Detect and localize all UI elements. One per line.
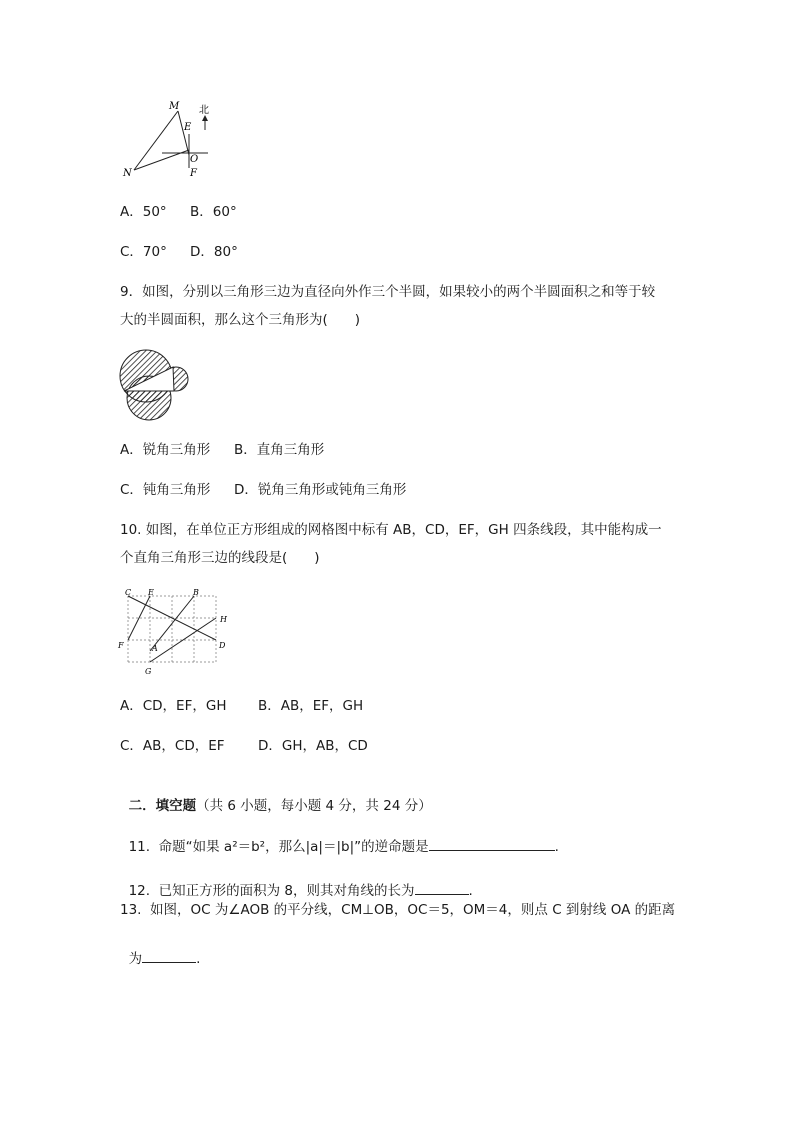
grid-label-B: B xyxy=(193,588,199,597)
grid-label-C: C xyxy=(125,588,132,597)
fig8-label-O: O xyxy=(190,154,199,165)
q8-option-b[interactable]: B．60° xyxy=(190,204,237,220)
q12-suffix: . xyxy=(468,883,473,899)
q9-figure xyxy=(116,346,196,422)
q9-stem-line1: 9．如图，分别以三角形三边为直径向外作三个半圆，如果较小的两个半圆面积之和等于较 xyxy=(120,284,656,300)
q10-option-c[interactable]: C．AB，CD，EF xyxy=(120,738,225,754)
q9-option-a[interactable]: A．锐角三角形 xyxy=(120,442,211,458)
q13-line1: 13. 如图，OC 为∠AOB 的平分线，CM⊥OB，OC＝5，OM＝4，则点 C 到射线 OA 的距离 xyxy=(120,902,676,918)
q11-suffix: . xyxy=(554,839,559,855)
fig8-label-F: F xyxy=(190,168,197,179)
q11-line xyxy=(120,816,559,857)
grid-label-E: E xyxy=(148,588,154,597)
q13-line2 xyxy=(120,928,200,969)
q10-figure xyxy=(116,586,236,680)
q9-option-b[interactable]: B．直角三角形 xyxy=(234,442,325,458)
q8-figure xyxy=(118,96,218,180)
q12-answer-blank[interactable] xyxy=(415,880,469,895)
q12-line xyxy=(120,860,473,901)
fig8-north-label: 北 xyxy=(199,105,209,116)
q8-option-a[interactable]: A．50° xyxy=(120,204,167,220)
q8-option-c[interactable]: C．70° xyxy=(120,244,167,260)
q13-line2-text: 为 xyxy=(128,951,143,967)
section2-heading: 二．填空题 xyxy=(128,798,197,814)
grid-label-D: D xyxy=(219,641,226,650)
grid-label-F: F xyxy=(118,641,124,650)
q9-stem-line2: 大的半圆面积，那么这个三角形为( ) xyxy=(120,312,361,328)
q12-text: 12. 已知正方形的面积为 8，则其对角线的长为 xyxy=(128,883,415,899)
fig8-label-M: M xyxy=(169,101,180,112)
section2-heading-line xyxy=(120,776,432,816)
q11-answer-blank[interactable] xyxy=(429,836,555,851)
section2-note: （共 6 小题，每小题 4 分，共 24 分） xyxy=(196,798,432,814)
q10-stem-line2: 个直角三角形三边的线段是( ) xyxy=(120,550,320,566)
q10-option-d[interactable]: D．GH，AB，CD xyxy=(258,738,368,754)
q10-stem-line1: 10. 如图，在单位正方形组成的网格图中标有 AB，CD，EF，GH 四条线段，其中能构成一 xyxy=(120,522,662,538)
q8-option-d[interactable]: D．80° xyxy=(190,244,238,260)
grid-label-G: G xyxy=(145,667,152,676)
q13-suffix: . xyxy=(196,951,201,967)
q9-option-c[interactable]: C．钝角三角形 xyxy=(120,482,211,498)
grid-label-H: H xyxy=(220,615,227,624)
q10-option-b[interactable]: B．AB，EF，GH xyxy=(258,698,364,714)
q13-answer-blank[interactable] xyxy=(142,948,196,963)
q11-text: 11. 命题“如果 a²＝b²，那么|a|＝|b|”的逆命题是 xyxy=(128,839,429,855)
fig8-label-E: E xyxy=(184,122,192,133)
fig8-label-N: N xyxy=(123,168,132,179)
q9-option-d[interactable]: D．锐角三角形或钝角三角形 xyxy=(234,482,407,498)
q10-option-a[interactable]: A．CD，EF，GH xyxy=(120,698,227,714)
grid-label-A: A xyxy=(152,644,158,653)
